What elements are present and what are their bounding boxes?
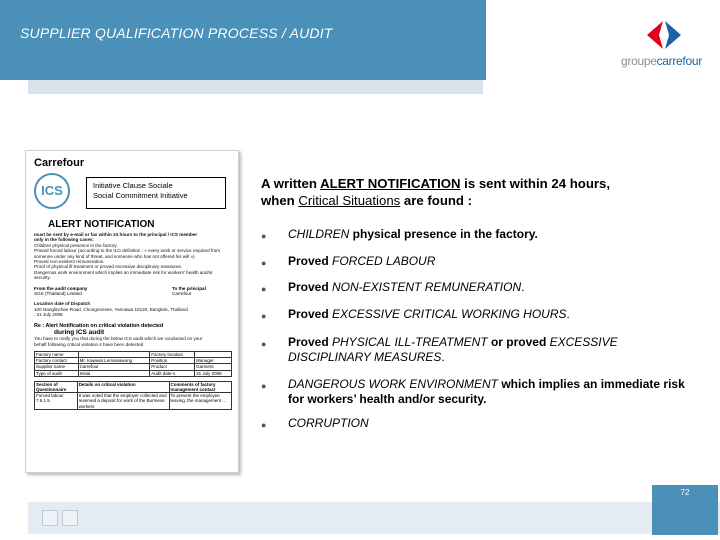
bullet-icon: ● [261, 381, 267, 391]
table-cell: Factory contact [35, 358, 79, 364]
bullet-italic: DANGEROUS WORK ENVIRONMENT [288, 377, 499, 391]
bullet-italic: CORRUPTION [288, 416, 369, 430]
svg-text:C: C [658, 27, 670, 43]
carrefour-logo-icon [641, 18, 687, 52]
bullet-icon: ● [261, 258, 267, 268]
table-cell: To prevent the employee leaving, the management ... [169, 393, 232, 410]
bullet-text: Proved [288, 335, 333, 349]
bullet-icon: ● [261, 420, 267, 430]
header-strip [28, 80, 483, 94]
bullet-text: Proved [288, 307, 333, 321]
location-label: Location date of Dispatch [34, 301, 91, 307]
ics-logo-icon: ICS [34, 173, 70, 209]
table-header: Details on critical violation [77, 381, 169, 392]
bullet-text: . [566, 307, 570, 321]
table-header: Section of Questionnaire [35, 381, 78, 392]
bullet-icon: ● [261, 231, 267, 241]
document-info-table [34, 351, 232, 377]
table-cell: Garment [195, 364, 232, 370]
table-cell: Manager [195, 358, 232, 364]
location-value: 100 Nanglinchee Road, Chongnonsee, Yannawa 10120, Bangkok, Thailand [34, 306, 188, 312]
bullet-italic: FORCED LABOUR [332, 254, 436, 268]
table-cell: It was noted that the employer collected and reserved a deposit for work of the Burmese workers [77, 393, 169, 410]
document-during-line: during ICS audit [54, 329, 105, 337]
table-cell: Type of audit [35, 370, 79, 376]
bullet-text: . [441, 350, 445, 364]
table-cell: Forced labour 7.6.1.5 [35, 393, 78, 410]
table-row [35, 381, 232, 392]
bullet-italic: EXCESSIVE CRITICAL WORKING HOURS [332, 307, 567, 321]
intro-text-part: is sent within 24 hours, [460, 176, 611, 191]
doc-intro-line: Proved non-existent remuneration. [34, 259, 105, 265]
doc-intro-line: security. [34, 275, 51, 281]
from-label: From the audit company [34, 285, 88, 291]
to-label: To the principal [172, 285, 206, 291]
bullet-icon: ● [261, 311, 267, 321]
doc-intro-line: Proved forced labour (according to the ILO definition : « every work or service required from [34, 248, 221, 254]
table-row [35, 393, 232, 410]
bullet-icon: ● [261, 284, 267, 294]
critical-situations-term: Critical Situations [298, 193, 401, 208]
header-strip-right [486, 80, 720, 94]
table-cell: Factory location [150, 351, 195, 357]
alert-notification-document [25, 150, 239, 473]
note-line: behalf following critical violation s have been detected [34, 341, 144, 347]
bullet-text: . [521, 280, 525, 294]
table-cell: Position [150, 358, 195, 364]
intro-text [261, 175, 706, 209]
slide-title: SUPPLIER QUALIFICATION PROCESS / AUDIT [20, 25, 333, 41]
intro-line-2 [261, 192, 706, 209]
table-cell: Factory name [35, 351, 79, 357]
note-line: You have to notify you that during the below ICS audit which we conducted on your [34, 336, 203, 342]
alert-notification-term: ALERT NOTIFICATION [320, 176, 461, 191]
intro-text-part: when [261, 193, 299, 208]
doc-intro-line: only in the following cases: [34, 237, 94, 243]
bullet-text: Proved [288, 280, 333, 294]
to-value: Carrefour [172, 291, 192, 297]
logo-text-groupe: groupe [621, 54, 657, 68]
table-cell: Mr. Kawwat Lerniasawong [78, 358, 150, 364]
document-re-line: Re : Alert Notification on critical violation detected [34, 322, 164, 329]
bullet-italic: EXCESSIVE DISCIPLINARY MEASURES [288, 335, 618, 364]
bullet-italic: NON-EXISTENT REMUNERATION [332, 280, 522, 294]
document-intro [34, 232, 232, 281]
ics-line-2: Social Commitment Initiative [93, 191, 188, 200]
table-cell: Supplier name [35, 364, 79, 370]
doc-intro-line: Children physical presence in the factory. [34, 242, 118, 248]
document-note [34, 336, 232, 347]
document-alert-title: ALERT NOTIFICATION [48, 219, 155, 230]
footer-square [62, 510, 78, 526]
document-from-to [34, 286, 232, 297]
doc-intro-line: Proof of physical ill-treatment or proved excessive disciplinary measures. [34, 264, 183, 270]
table-cell: Carrefour [78, 364, 150, 370]
carrefour-logo [621, 18, 717, 74]
logo-wordmark [621, 54, 702, 68]
ics-line-1: Initiative Clause Sociale [93, 181, 173, 190]
table-cell: 31 July 2008 [195, 370, 232, 376]
intro-text-part: A written [261, 176, 321, 191]
location-date: , 31 July 2008 [34, 312, 63, 318]
footer-strip [28, 502, 720, 534]
bullet-text: physical presence in the factory. [349, 227, 538, 241]
table-cell: Product [150, 364, 195, 370]
document-brand: Carrefour [34, 157, 85, 169]
bullet-text: Proved [288, 254, 333, 268]
bullet-text: which implies an immediate risk for workers’ health and/or security. [288, 377, 685, 406]
document-violation-table [34, 381, 232, 410]
doc-intro-line: Dangerous work environment which implies an immediate risk for workers' health and/or [34, 269, 213, 275]
doc-intro-line: must be sent by e-mail or fax within 24 hours to the principal / ICS member [34, 232, 198, 237]
header-bar [0, 0, 486, 80]
intro-text-part: are found : [400, 193, 473, 208]
document-location [34, 301, 232, 317]
table-cell: Initial [78, 370, 150, 376]
bullet-italic: PHYSICAL ILL-TREATMENT [332, 335, 488, 349]
footer-square [42, 510, 58, 526]
from-value: SGS (Thailand) Limited [34, 291, 82, 297]
table-row [35, 370, 232, 376]
intro-line-1 [261, 175, 706, 192]
page-number: 72 [652, 485, 718, 535]
table-header: Comments of factory management contact [169, 381, 232, 392]
ics-title-box [86, 177, 226, 209]
doc-intro-line: someone under any kind of threat, and someone who has not offered his will »). [34, 253, 196, 259]
bullet-text: or proved [487, 335, 550, 349]
bullet-italic: CHILDREN [288, 227, 350, 241]
bullet-icon: ● [261, 339, 267, 349]
logo-text-carrefour: carrefour [656, 54, 702, 68]
ics-header [34, 173, 232, 213]
table-cell: Audit date-s [150, 370, 195, 376]
